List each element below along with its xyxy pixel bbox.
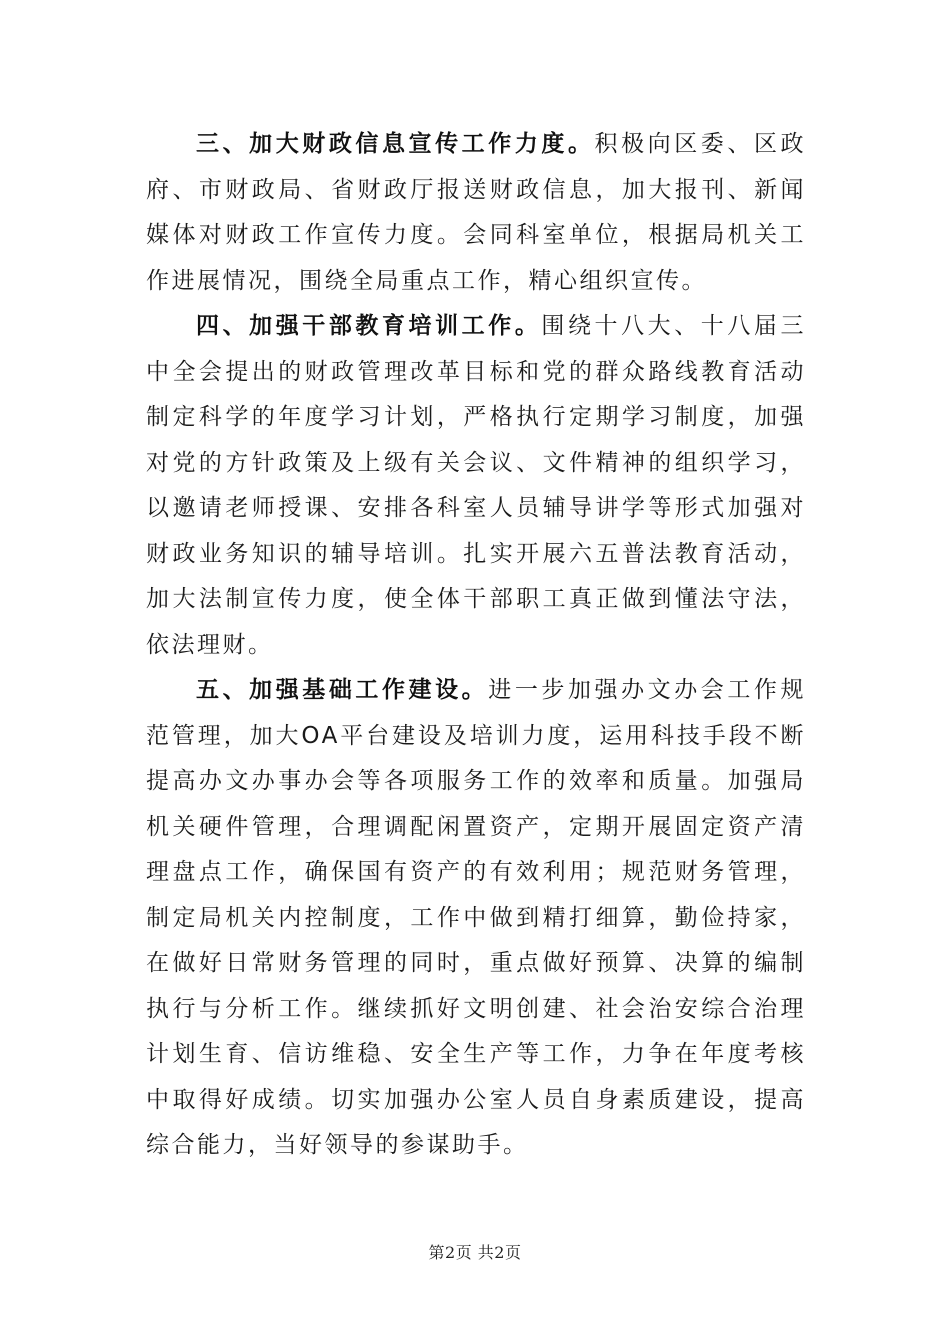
document-body [146, 122, 806, 1169]
paragraph-4 [146, 304, 806, 668]
paragraph-3 [146, 122, 806, 304]
paragraph-text: 围绕十八大、十八届三中全会提出的财政管理改革目标和党的群众路线教育活动制定科学的年度学习计划，严格执行定期学习制度，加强对党的方针政策及上级有关会议、文件精神的组织学习，以邀请老师授课、安排各科室人员辅导讲学等形式加强对财政业务知识的辅导培训。扎实开展六五普法教育活动，加大法制宣传力度，使全体干部职工真正做到懂法守法，依法理财。 [146, 313, 807, 658]
paragraph-heading: 四、加强干部教育培训工作。 [196, 313, 542, 339]
paragraph-heading: 五、加强基础工作建设。 [196, 677, 489, 703]
paragraph-text: 进一步加强办文办会工作规范管理，加大OA平台建设及培训力度，运用科技手段不断提高办文办事办会等各项服务工作的效率和质量。加强局机关硬件管理，合理调配闲置资产，定期开展固定资产清理盘点工作，确保国有资产的有效利用；规范财务管理，制定局机关内控制度，工作中做到精打细算，勤俭持家，在做好日常财务管理的同时，重点做好预算、决算的编制执行与分析工作。继续抓好文明创建、社会治安综合治理计划生育、信访维稳、安全生产等工作，力争在年度考核中取得好成绩。切实加强办公室人员自身素质建设，提高综合能力，当好领导的参谋助手。 [146, 677, 807, 1158]
paragraph-heading: 三、加大财政信息宣传工作力度。 [196, 131, 595, 157]
page-footer: 第2页 共2页 [428, 1243, 522, 1262]
paragraph-text: 积极向区委、区政府、市财政局、省财政厅报送财政信息，加大报刊、新闻媒体对财政工作宣传力度。会同科室单位，根据局机关工作进展情况，围绕全局重点工作，精心组织宣传。 [146, 131, 807, 294]
paragraph-5 [146, 668, 806, 1169]
